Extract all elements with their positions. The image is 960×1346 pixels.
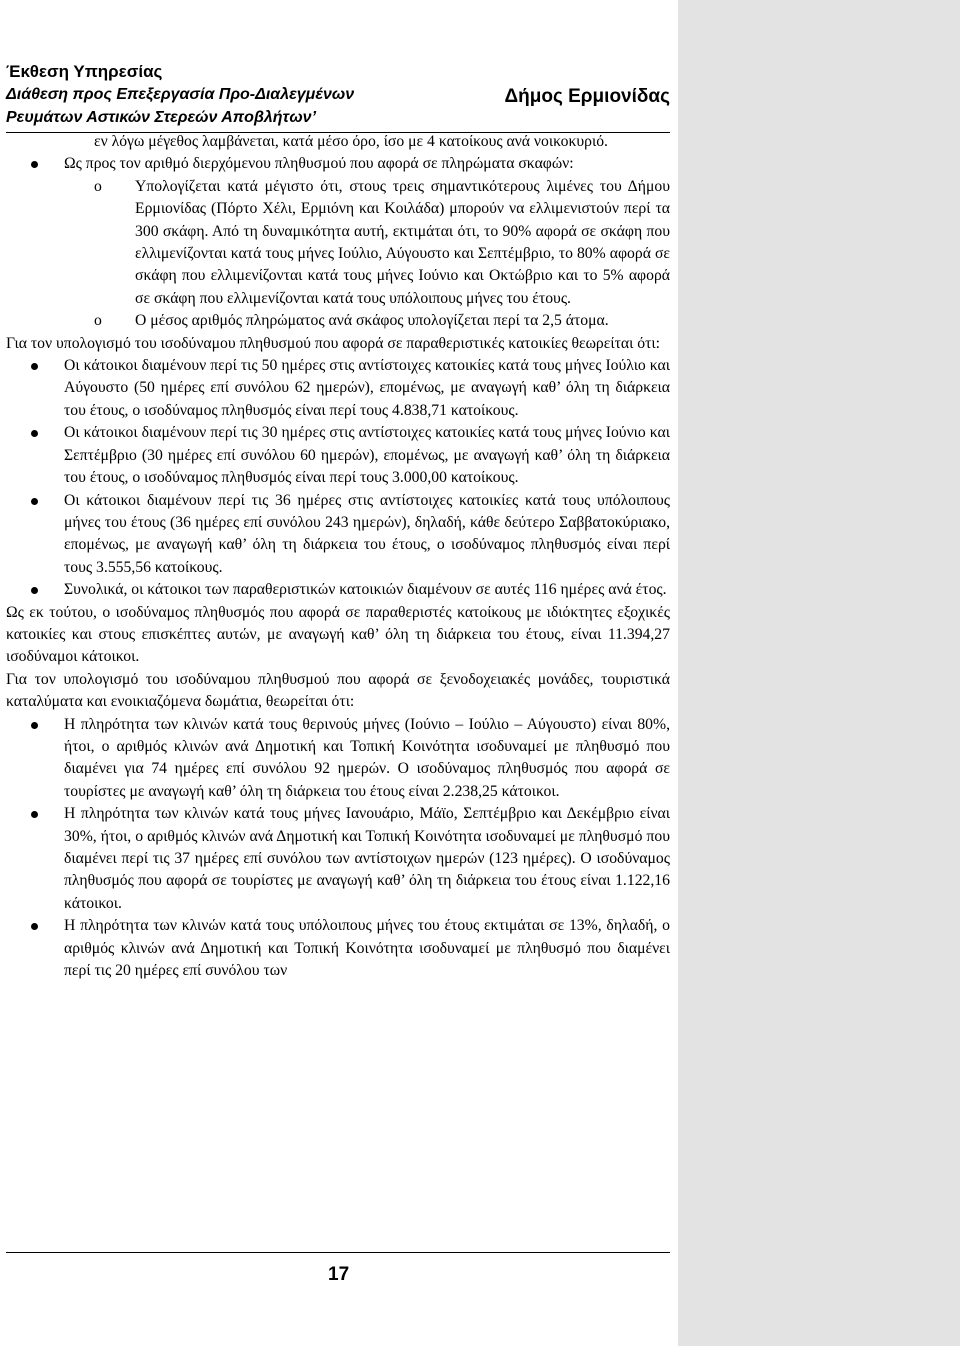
page-number: 17 (328, 1264, 350, 1285)
bullet-dot-icon (31, 811, 38, 818)
footer-divider (6, 1252, 670, 1253)
comments-pane (678, 0, 960, 1346)
bullet-item (6, 490, 670, 580)
report-title: Έκθεση Υπηρεσίας (6, 62, 163, 81)
bullet-item (6, 714, 670, 804)
bullet-text: Οι κάτοικοι διαμένουν περί τις 30 ημέρες στις αντίστοιχες κατοικίες κατά τους μήνες Ιούνιο και Σεπτέμβριο (30 ημέρες επί συνόλου 60 ημερών), επομένως, με αναγωγή καθ’ όλη τη διάρκεια του έτους, ο ισοδύναμος πληθυσμός είναι περί τους 3.000,00 κατοίκους. (64, 424, 670, 487)
bullet-text: Οι κάτοικοι διαμένουν περί τις 36 ημέρες στις αντίστοιχες κατοικίες κατά τους υπόλοιπους μήνες του έτους (36 ημέρες επί συνόλου 243 ημερών), δηλαδή, κάθε δεύτερο Σαββατοκύριακο, επομένως, με αναγωγή καθ’ όλη τη διάρκεια του έτους, ο ισοδύναμος πληθυσμός είναι περί τους 3.555,56 κατοίκους. (64, 491, 670, 576)
sub-bullet-text: Ο μέσος αριθμός πληρώματος ανά σκάφος υπολογίζεται περί τα 2,5 άτομα. (135, 312, 609, 330)
document-body (6, 131, 670, 982)
bullet-text: Συνολικά, οι κάτοικοι των παραθεριστικών κατοικιών διαμένουν σε αυτές 116 ημέρες ανά έτος. (64, 581, 667, 599)
bullet-item (6, 153, 670, 175)
bullet-dot-icon (31, 722, 38, 729)
bullet-dot-icon (31, 498, 38, 505)
bullet-text: Οι κάτοικοι διαμένουν περί τις 50 ημέρες στις αντίστοιχες κατοικίες κατά τους μήνες Ιούλιο και Αύγουστο (50 ημέρες επί συνόλου 62 ημερών), επομένως, με αναγωγή καθ’ όλη τη διάρκεια του έτους, ο ισοδύναμος πληθυσμός είναι περί τους 4.838,71 κατοίκους. (64, 357, 670, 419)
continuation-paragraph: εν λόγω μέγεθος λαμβάνεται, κατά μέσο όρο, ίσο με 4 κατοίκους ανά νοικοκυριό. (94, 133, 608, 150)
bullet-text: Ως προς τον αριθμό διερχόμενου πληθυσμού που αφορά σε πληρώματα σκαφών: (64, 155, 574, 173)
paragraph: Ως εκ τούτου, ο ισοδύναμος πληθυσμός που αφορά σε παραθεριστές κατοίκους με ιδιόκτητες εξοχικές κατοικίες και στους επισκέπτες αυτών, με αναγωγή καθ’ όλη τη διάρκεια του έτους, είναι 11.394,27 ισοδύναμοι κάτοικοι. (6, 603, 670, 666)
bullet-item (6, 422, 670, 489)
bullet-item (6, 355, 670, 422)
bullet-item (6, 579, 670, 601)
bullet-dot-icon (31, 923, 38, 930)
bullet-dot-icon (31, 161, 38, 168)
page-header (6, 58, 670, 133)
bullet-item (6, 915, 670, 982)
sub-bullet-text: Υπολογίζεται κατά μέγιστο ότι, στους τρεις σημαντικότερους λιμένες του Δήμου Ερμιονίδας (Πόρτο Χέλι, Ερμιόνη και Κοιλάδα) μπορούν να ελλιμενιστούν περί τα 300 σκάφη. Από τη δυναμικότητα αυτή, εκτιμάται ότι, το 90% αφορά σε σκάφη που ελλιμενίζονται κατά τους μήνες Ιούλιο, Αύγουστο και Σεπτέμβριο, το 80% αφορά σε σκάφη που ελλιμενίζονται κατά τους μήνες Ιούνιο και Οκτώβριο και το 5% αφορά σε σκάφη που ελλιμενίζονται κατά τους υπόλοιπους μήνες του έτους. (135, 177, 670, 307)
bullet-dot-icon (31, 430, 38, 437)
municipality-name: Δήμος Ερμιονίδας (504, 86, 670, 107)
sub-bullet-item (6, 310, 670, 332)
paragraph: Για τον υπολογισμό του ισοδύναμου πληθυσμού που αφορά σε ξενοδοχειακές μονάδες, τουριστικά καταλύματα και ενοικιαζόμενα δωμάτια, θεωρείται ότι: (6, 670, 670, 711)
hollow-bullet-icon: o (94, 312, 102, 330)
report-subtitle-line2: Ρευμάτων Αστικών Στερεών Αποβλήτων’ (6, 109, 317, 126)
bullet-item (6, 803, 670, 915)
bullet-dot-icon (31, 587, 38, 594)
hollow-bullet-icon: o (94, 177, 102, 195)
report-subtitle-line1: Διάθεση προς Επεξεργασία Προ-Διαλεγμένων (6, 86, 355, 103)
sub-bullet-item (6, 176, 670, 310)
paragraph: Για τον υπολογισμό του ισοδύναμου πληθυσμού που αφορά σε παραθεριστικές κατοικίες θεωρείται ότι: (6, 334, 660, 352)
bullet-text: Η πληρότητα των κλινών κατά τους μήνες Ιανουάριο, Μάϊο, Σεπτέμβριο και Δεκέμβριο είναι 30%, ήτοι, ο αριθμός κλινών ανά Δημοτική και Τοπική Κοινότητα ισοδυναμεί με πληθυσμό που διαμένει περί τις 37 ημέρες επί συνόλου των αντίστοιχων ημερών (123 ημέρες). Ο ισοδύναμος πληθυσμός που αφορά σε τουρίστες με αναγωγή καθ’ όλη τη διάρκεια του έτους είναι 1.122,16 κάτοικοι. (64, 805, 670, 912)
bullet-text: Η πληρότητα των κλινών κατά τους θερινούς μήνες (Ιούνιο – Ιούλιο – Αύγουστο) είναι 80%, ήτοι, ο αριθμός κλινών ανά Δημοτική και Τοπική Κοινότητα ισοδυναμεί με πληθυσμό που διαμένει για 74 ημέρες επί συνόλου 92 ημερών. Ο ισοδύναμος πληθυσμός που αφορά σε τουρίστες με αναγωγή καθ’ όλη τη διάρκεια του έτους είναι 2.238,25 κάτοικοι. (64, 715, 670, 800)
bullet-dot-icon (31, 363, 38, 370)
bullet-text: Η πληρότητα των κλινών κατά τους υπόλοιπους μήνες του έτους εκτιμάται σε 13%, δηλαδή, ο αριθμός κλινών ανά Δημοτική και Τοπική Κοινότητα ισοδυναμεί με πληθυσμό που διαμένει περί τις 20 ημέρες επί συνόλου των (64, 917, 670, 980)
